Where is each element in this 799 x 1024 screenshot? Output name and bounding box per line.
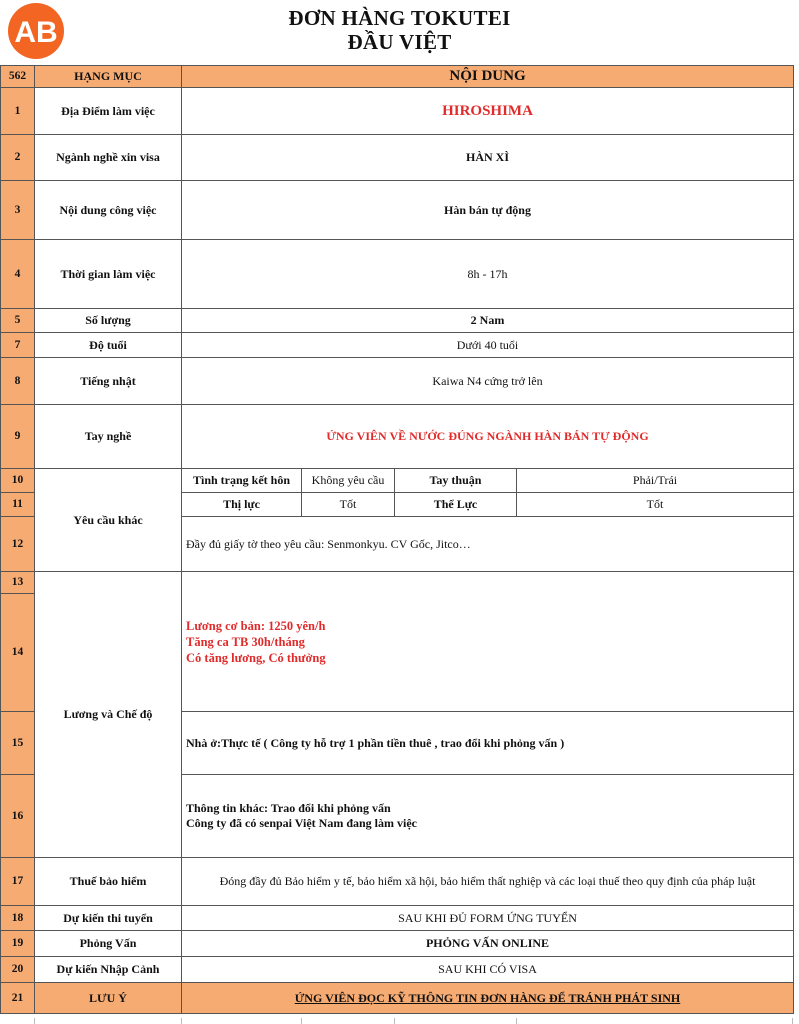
table-row <box>1 309 794 333</box>
other-requirements-category: Yêu cầu khác <box>35 469 182 572</box>
page-title-line2: ĐẦU VIỆT <box>347 30 452 54</box>
job-content-value: Hàn bán tự động <box>182 181 794 240</box>
eyesight-label: Thị lực <box>182 493 302 517</box>
table-row <box>1 957 794 983</box>
raise-bonus-line: Có tăng lương, Có thưởng <box>186 650 326 665</box>
row-number: 5 <box>1 309 35 333</box>
exam-schedule-value: SAU KHI ĐỦ FORM ỨNG TUYỂN <box>182 906 794 931</box>
table-row <box>1 906 794 931</box>
row-number: 8 <box>1 358 35 405</box>
row-number: 21 <box>1 983 35 1014</box>
row-category: Độ tuổi <box>35 333 182 358</box>
interview-value: PHỎNG VẤN ONLINE <box>182 931 794 957</box>
table-row <box>1 358 794 405</box>
visa-field-value: HÀN XÌ <box>182 135 794 181</box>
work-location-value: HIROSHIMA <box>182 88 794 135</box>
handedness-value: Phải/Trái <box>517 469 794 493</box>
row-number: 11 <box>1 493 35 517</box>
other-info-line2: Công ty đã có senpai Việt Nam đang làm việc <box>186 816 417 830</box>
table-row <box>1 572 794 594</box>
header-num: 562 <box>1 66 35 88</box>
row-number: 4 <box>1 240 35 309</box>
table-row <box>1 181 794 240</box>
fitness-label: Thể Lực <box>395 493 517 517</box>
handedness-label: Tay thuận <box>395 469 517 493</box>
other-info <box>182 775 794 858</box>
row-category: Thời gian làm việc <box>35 240 182 309</box>
page-title-line1: ĐƠN HÀNG TOKUTEI <box>288 6 511 30</box>
row-number: 15 <box>1 712 35 775</box>
row-number: 17 <box>1 858 35 906</box>
work-hours-value: 8h - 17h <box>182 240 794 309</box>
other-info-line1: Thông tin khác: Trao đổi khi phỏng vấn <box>186 801 391 815</box>
quantity-value: 2 Nam <box>182 309 794 333</box>
row-number: 1 <box>1 88 35 135</box>
note-text: ỨNG VIÊN ĐỌC KỸ THÔNG TIN ĐƠN HÀNG ĐỂ TRÁNH PHÁT SINH <box>294 990 681 1005</box>
table-row <box>1 88 794 135</box>
row-number: 19 <box>1 931 35 957</box>
row-category: Ngành nghề xin visa <box>35 135 182 181</box>
table-row <box>1 333 794 358</box>
salary-info <box>182 572 794 712</box>
table-row <box>1 931 794 957</box>
order-table <box>0 65 794 1014</box>
salary-line: Lương cơ bản: 1250 yên/h <box>186 618 326 633</box>
row-number: 20 <box>1 957 35 983</box>
table-row <box>1 983 794 1014</box>
japanese-level-value: Kaiwa N4 cứng trở lên <box>182 358 794 405</box>
row-number: 13 <box>1 572 35 594</box>
row-number: 2 <box>1 135 35 181</box>
age-value: Dưới 40 tuổi <box>182 333 794 358</box>
table-row <box>1 240 794 309</box>
grid-remnant <box>0 1018 793 1024</box>
table-row <box>1 469 794 493</box>
documents-value: Đầy đủ giấy tờ theo yêu cầu: Senmonkyu. CV Gốc, Jitco… <box>182 517 794 572</box>
row-category: Thuế bảo hiểm <box>35 858 182 906</box>
row-category: Tiếng nhật <box>35 358 182 405</box>
svg-text:AB: AB <box>14 16 58 49</box>
row-number: 16 <box>1 775 35 858</box>
eyesight-value: Tốt <box>302 493 395 517</box>
row-category: Nội dung công việc <box>35 181 182 240</box>
row-number: 14 <box>1 594 35 712</box>
row-number: 9 <box>1 405 35 469</box>
salary-benefits-category: Lương và Chế độ <box>35 572 182 858</box>
row-category: Phỏng Vấn <box>35 931 182 957</box>
marital-status-value: Không yêu cầu <box>302 469 395 493</box>
row-number: 18 <box>1 906 35 931</box>
overtime-line: Tăng ca TB 30h/tháng <box>186 634 305 649</box>
note-value <box>182 983 794 1014</box>
note-category: LƯU Ý <box>35 983 182 1014</box>
row-number: 12 <box>1 517 35 572</box>
header-content: NỘI DUNG <box>182 66 794 88</box>
row-category: Số lượng <box>35 309 182 333</box>
row-category: Tay nghề <box>35 405 182 469</box>
row-number: 7 <box>1 333 35 358</box>
row-category: Dự kiến thi tuyển <box>35 906 182 931</box>
table-row <box>1 135 794 181</box>
row-number: 10 <box>1 469 35 493</box>
marital-status-label: Tình trạng kết hôn <box>182 469 302 493</box>
row-category: Dự kiến Nhập Cảnh <box>35 957 182 983</box>
header-category: HẠNG MỤC <box>35 66 182 88</box>
housing-value: Nhà ở:Thực tế ( Công ty hỗ trợ 1 phần tiền thuê , trao đổi khi phỏng vấn ) <box>182 712 794 775</box>
entry-schedule-value: SAU KHI CÓ VISA <box>182 957 794 983</box>
row-number: 3 <box>1 181 35 240</box>
insurance-value: Đóng đầy đủ Bảo hiểm y tế, bảo hiểm xã hội, bảo hiểm thất nghiệp và các loại thuế theo quy định của pháp luật <box>182 858 794 906</box>
row-category: Địa Điểm làm việc <box>35 88 182 135</box>
fitness-value: Tốt <box>517 493 794 517</box>
table-row <box>1 405 794 469</box>
table-header-row <box>1 66 794 88</box>
skill-value: ỨNG VIÊN VỀ NƯỚC ĐÚNG NGÀNH HÀN BÁN TỰ ĐỘNG <box>182 405 794 469</box>
table-row <box>1 858 794 906</box>
